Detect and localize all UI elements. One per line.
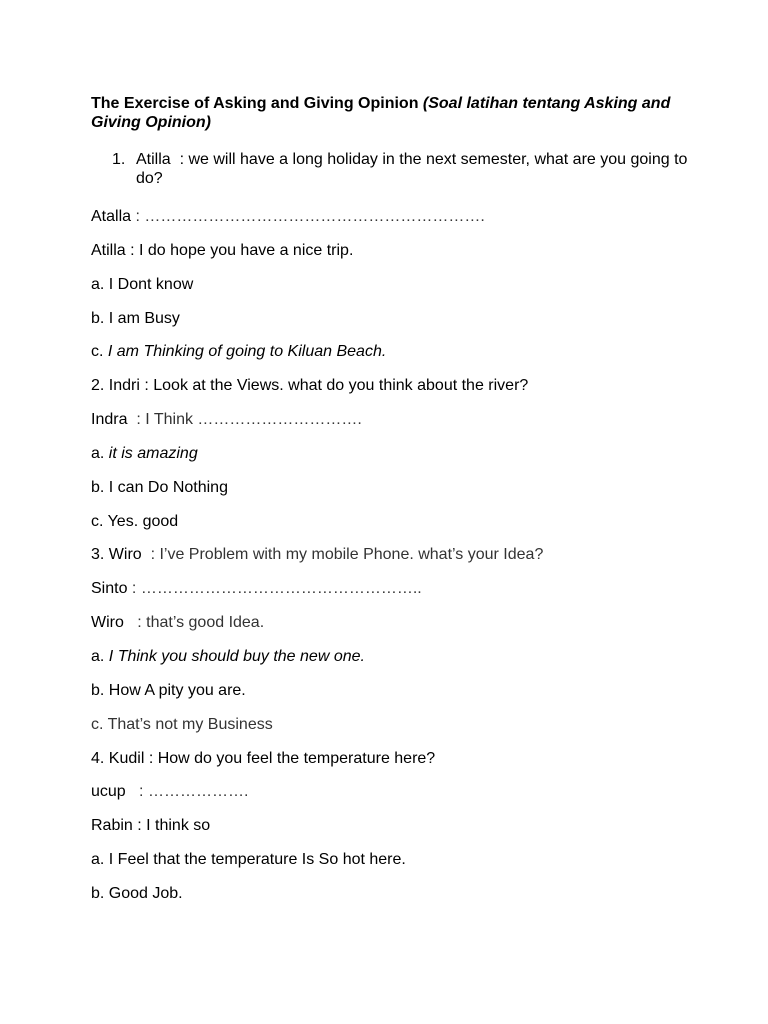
question-1-text: : we will have a long holiday in the next semester, what are you going to do? — [136, 151, 688, 187]
q1-reply-line — [91, 207, 485, 227]
q3-option-c: c. That’s not my Business — [91, 716, 273, 733]
q2-reply-speaker: Indra — [91, 411, 128, 428]
q2-reply-blank: : I Think …………………………. — [136, 411, 362, 428]
q4-reply-speaker: ucup — [91, 783, 126, 800]
q3-followup-speaker: Wiro — [91, 614, 124, 631]
question-1 — [112, 150, 712, 188]
question-1-speaker: Atilla — [136, 151, 171, 168]
title-italic: (Soal latihan tentang Asking and Giving Opinion) — [91, 95, 671, 131]
question-2: 2. Indri : Look at the Views. what do you think about the river? — [91, 377, 529, 394]
q3-reply-speaker: Sinto — [91, 580, 128, 597]
q3-followup-text: : that’s good Idea. — [137, 614, 265, 631]
title-main: The Exercise of Asking and Giving Opinion — [91, 95, 423, 112]
question-3-number-speaker: 3. Wiro — [91, 546, 142, 563]
q4-reply-blank: : ………………. — [139, 783, 249, 800]
q1-followup: Atilla : I do hope you have a nice trip. — [91, 242, 354, 259]
q3-reply-line — [91, 579, 422, 599]
q2-option-a — [91, 444, 198, 464]
q3-reply-blank: : …………………………………………….. — [131, 580, 422, 597]
q1-option-c-text: I am Thinking of going to Kiluan Beach. — [107, 343, 387, 360]
q3-followup-line — [91, 613, 264, 633]
question-4: 4. Kudil : How do you feel the temperature here? — [91, 750, 436, 767]
q1-reply-speaker: Atalla — [91, 208, 132, 225]
q3-option-a — [91, 647, 365, 667]
question-3-text: : I’ve Problem with my mobile Phone. what’s your Idea? — [150, 546, 544, 563]
q4-followup: Rabin : I think so — [91, 817, 211, 834]
question-3 — [91, 545, 543, 565]
q2-option-a-prefix: a. — [91, 445, 109, 462]
q2-option-b: b. I can Do Nothing — [91, 479, 228, 496]
question-1-number: 1. — [112, 151, 126, 168]
question-1-body — [136, 150, 712, 188]
q4-option-a: a. I Feel that the temperature Is So hot here. — [91, 851, 406, 868]
q2-reply-line — [91, 410, 362, 430]
q4-reply-line — [91, 782, 248, 802]
q3-option-a-prefix: a. — [91, 648, 109, 665]
q4-option-b: b. Good Job. — [91, 885, 183, 902]
q1-option-b: b. I am Busy — [91, 310, 180, 327]
q1-reply-blank: : ………………………………………………………. — [135, 208, 485, 225]
q1-option-c — [91, 342, 386, 362]
q1-option-c-prefix: c. — [91, 343, 108, 360]
q3-option-b: b. How A pity you are. — [91, 682, 246, 699]
q3-option-a-text: I Think you should buy the new one. — [108, 648, 365, 665]
q2-option-c: c. Yes. good — [91, 513, 179, 530]
q1-option-a: a. I Dont know — [91, 276, 194, 293]
page-title — [91, 94, 691, 132]
q2-option-a-text: it is amazing — [108, 445, 198, 462]
